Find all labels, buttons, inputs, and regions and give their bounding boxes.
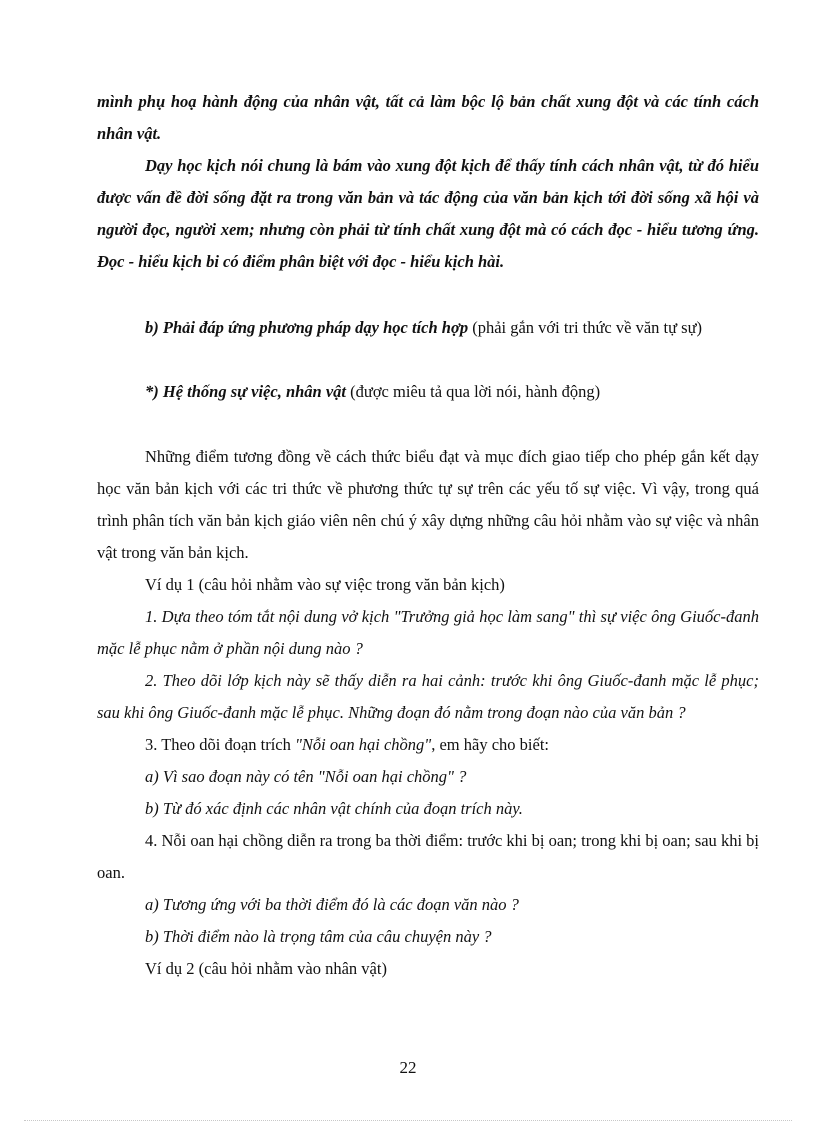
heading-star-rest: (được miêu tả qua lời nói, hành động): [346, 382, 601, 401]
paragraph-similarities: Những điểm tương đồng về cách thức biểu đạt và mục đích giao tiếp cho phép gắn kết dạy học văn bản kịch với các tri thức về phương thức tự sự trên các yếu tố sự việc. Vì vậy, trong quá trình phân tích văn bản kịch giáo viên nên chú ý xây dựng những câu hỏi nhằm vào sự việc và nhân vật trong văn bản kịch.: [97, 447, 759, 562]
question-3: [97, 729, 759, 761]
heading-star: [97, 376, 759, 408]
page-bottom-divider: [24, 1120, 792, 1121]
paragraph-teaching-drama: Dạy học kịch nói chung là bám vào xung đột kịch để thấy tính cách nhân vật, từ đó hiểu được vấn đề đời sống đặt ra trong văn bản và tác động của văn bản kịch tới đời sống xã hội và người đọc, người xem; nhưng còn phải từ tính chất xung đột mà có cách đọc - hiểu tương ứng. Đọc - hiểu kịch bi có điểm phân biệt với đọc - hiểu kịch hài.: [97, 156, 759, 271]
example-2-label: Ví dụ 2 (câu hỏi nhằm vào nhân vật): [145, 959, 387, 978]
body-bottom: [97, 441, 759, 985]
heading-b-rest: (phải gắn với tri thức về văn tự sự): [468, 318, 703, 337]
page-number: 22: [399, 1058, 417, 1077]
question-3b: b) Từ đó xác định các nhân vật chính của đoạn trích này.: [145, 799, 523, 818]
heading-star-bold: *) Hệ thống sự việc, nhân vật: [145, 382, 347, 401]
question-2: 2. Theo dõi lớp kịch này sẽ thấy diễn ra hai cảnh: trước khi ông Giuốc-đanh mặc lễ phục; sau khi ông Giuốc-đanh mặc lễ phục. Những đoạn đó nằm trong đoạn nào của văn bản ?: [97, 671, 759, 722]
heading-b: [97, 312, 759, 344]
question-3-text: 3. Theo dõi đoạn trích: [145, 735, 295, 754]
example-1-label: Ví dụ 1 (câu hỏi nhằm vào sự việc trong văn bản kịch): [145, 575, 505, 594]
question-4b: b) Thời điểm nào là trọng tâm của câu chuyện này ?: [145, 927, 492, 946]
question-3-end: , em hãy cho biết:: [431, 735, 549, 754]
heading-b-bold: b) Phải đáp ứng phương pháp dạy học tích hợp: [145, 318, 469, 337]
paragraph-conflict-end: mình phụ hoạ hành động của nhân vật, tất cả làm bộc lộ bản chất xung đột và các tính cách nhân vật.: [97, 92, 759, 143]
question-1: 1. Dựa theo tóm tắt nội dung vở kịch "Trưởng giả học làm sang" thì sự việc ông Giuốc-đanh mặc lễ phục nằm ở phần nội dung nào ?: [97, 607, 759, 658]
question-4: 4. Nỗi oan hại chồng diễn ra trong ba thời điểm: trước khi bị oan; trong khi bị oan; sau khi bị oan.: [97, 831, 759, 882]
question-3a: a) Vì sao đoạn này có tên "Nỗi oan hại chồng" ?: [145, 767, 467, 786]
question-3-title: "Nỗi oan hại chồng": [295, 735, 432, 754]
question-4a: a) Tương ứng với ba thời điểm đó là các đoạn văn nào ?: [145, 895, 519, 914]
body-top: [97, 86, 759, 278]
